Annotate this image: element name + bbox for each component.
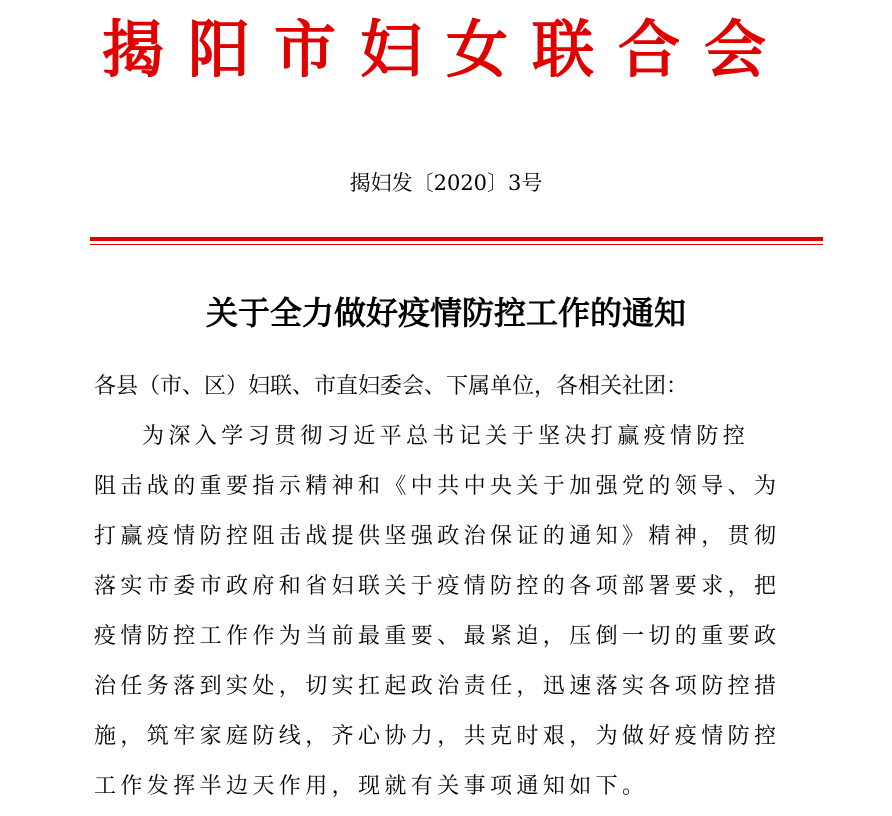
body-paragraph-line: 落实市委市政府和省妇联关于疫情防控的各项部署要求，把 — [94, 574, 781, 599]
organization-header: 揭阳市妇女联合会 — [101, 13, 790, 86]
body-paragraph-line: 施，筑牢家庭防线，齐心协力，共克时艰，为做好疫情防控 — [94, 724, 781, 749]
red-divider-thick — [90, 237, 823, 241]
salutation-line: 各县（市、区）妇联、市直妇委会、下属单位，各相关社团： — [94, 374, 689, 399]
body-paragraph-line: 治任务落到实处，切实扛起政治责任，迅速落实各项防控措 — [94, 674, 781, 699]
body-paragraph-line: 为深入学习贯彻习近平总书记关于坚决打赢疫情防控 — [142, 424, 750, 449]
body-paragraph-line: 工作发挥半边天作用，现就有关事项通知如下。 — [94, 774, 649, 799]
document-number: 揭妇发〔2020〕3号 — [349, 171, 543, 195]
body-paragraph-line: 阻击战的重要指示精神和《中共中央关于加强党的领导、为 — [94, 474, 781, 499]
red-divider-thin — [90, 244, 823, 245]
body-paragraph-line: 打赢疫情防控阻击战提供坚强政治保证的通知》精神，贯彻 — [94, 524, 781, 549]
document-title: 关于全力做好疫情防控工作的通知 — [205, 294, 686, 332]
body-paragraph-line: 疫情防控工作作为当前最重要、最紧迫，压倒一切的重要政 — [94, 624, 781, 649]
